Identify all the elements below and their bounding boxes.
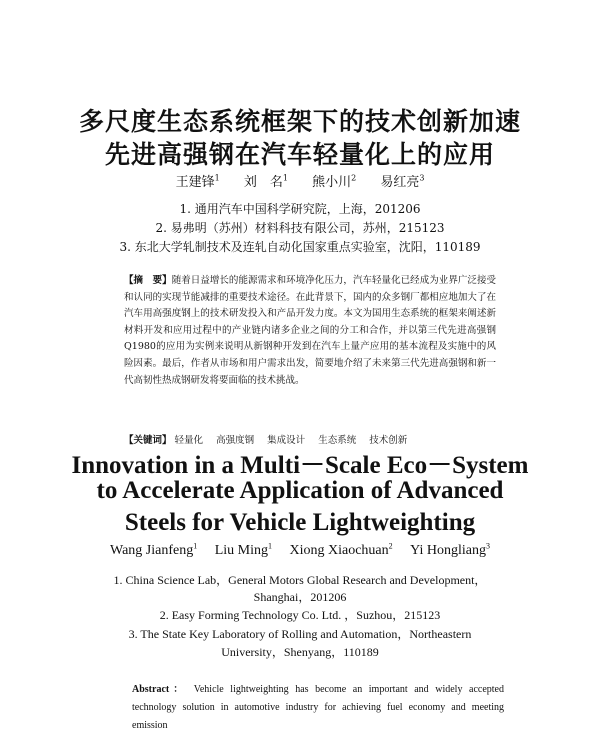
- english-abstract-label: Abstract：: [132, 684, 188, 695]
- keyword: 技术创新: [369, 435, 408, 446]
- chinese-affiliation-3: 3. 东北大学轧制技术及连轧自动化国家重点实验室，沈阳，110189: [119, 240, 481, 254]
- chinese-affiliation-1: 1. 通用汽车中国科学研究院，上海，201206: [179, 202, 421, 216]
- author-affiliation-mark: 1: [193, 541, 198, 550]
- english-author: [215, 543, 272, 558]
- english-affiliation-2: 2. Easy Forming Technology Co. Ltd. ，Suzhou，215123: [159, 608, 441, 622]
- author-affiliation-mark: 1: [268, 541, 272, 550]
- author-name: Liu Ming: [214, 542, 268, 558]
- chinese-abstract: [124, 273, 496, 389]
- english-author: [410, 543, 490, 558]
- english-author: [290, 543, 393, 558]
- chinese-affiliation-2: 2. 易弗明（苏州）材料科技有限公司，苏州，215123: [155, 221, 445, 235]
- chinese-keywords: [124, 432, 496, 446]
- chinese-title-line-2: 先进高强钢在汽车轻量化上的应用: [104, 140, 495, 169]
- keyword: 轻量化: [174, 435, 204, 446]
- author-affiliation-mark: 1: [214, 173, 220, 183]
- chinese-keywords-label: 【关键词】: [124, 435, 172, 446]
- keyword: 高强度钢: [216, 435, 255, 446]
- english-author: [110, 543, 197, 558]
- english-abstract: [132, 681, 504, 735]
- author-name: Wang Jianfeng: [109, 542, 194, 558]
- author-name: 刘 名: [243, 175, 283, 190]
- chinese-author: [244, 175, 288, 190]
- keyword: 集成设计: [267, 435, 306, 446]
- author-affiliation-mark: 2: [351, 173, 357, 183]
- keyword: 生态系统: [318, 435, 357, 446]
- author-affiliation-mark: 1: [282, 173, 288, 183]
- english-abstract-text: Vehicle lightweighting has become an important and widely accepted technology solution in automotive industry for achieving fuel economy and meeting emission: [132, 684, 504, 731]
- chinese-abstract-text: 随着日益增长的能源需求和环境净化压力，汽车轻量化已经成为业界广泛接受和认同的实现节能减排的重要技术途径。在此背景下，国内的众多钢厂都相应地加大了在汽车用高强度钢上的技术研发投入和产品开发力度。本文为国用生态系统的框架来阐述新材料开发和应用过程中的产业链内诸多企业之间的分工和合作，并以第三代先进高强钢Q1980的应用为实例来说明从新钢种开发到在汽车上量产应用的基本流程及实施中的风险因素。最后，作者从市场和用户需求出发，简要地介绍了未来第三代先进高强钢和新一代高韧性热成钢研发将要面临的技术挑战。: [124, 275, 496, 386]
- english-affiliation-1-line-1: 1. China Science Lab，General Motors Global Research and Development，: [113, 573, 487, 587]
- chinese-author: [312, 175, 356, 190]
- english-title-line-2: to Accelerate Application of Advanced: [96, 477, 504, 504]
- author-name: Yi Hongliang: [410, 542, 486, 558]
- english-title-line-3: Steels for Vehicle Lightweighting: [124, 509, 476, 536]
- english-affiliation-1-line-2: Shanghai，201206: [253, 590, 347, 604]
- english-affiliation-3-line-1: 3. The State Key Laboratory of Rolling and Automation，Northeastern: [128, 627, 472, 641]
- chinese-title-line-1: 多尺度生态系统框架下的技术创新加速: [78, 107, 521, 136]
- author-affiliation-mark: 3: [419, 173, 425, 183]
- english-title-line-1: Innovation in a Multi－Scale Eco－System: [71, 452, 529, 479]
- author-name: Xiong Xiaochuan: [289, 542, 389, 558]
- english-affiliation-3-line-2: University，Shenyang，110189: [221, 645, 379, 659]
- author-name: 易红亮: [380, 175, 420, 190]
- author-affiliation-mark: 2: [388, 541, 393, 550]
- author-name: 王建锋: [175, 175, 215, 190]
- chinese-abstract-label: 【摘 要】: [124, 275, 172, 286]
- author-name: 熊小川: [312, 175, 352, 190]
- author-affiliation-mark: 3: [486, 541, 490, 550]
- chinese-author-list: [0, 171, 600, 190]
- english-author-list: [0, 541, 600, 559]
- chinese-author: [176, 175, 220, 190]
- chinese-author: [380, 175, 424, 190]
